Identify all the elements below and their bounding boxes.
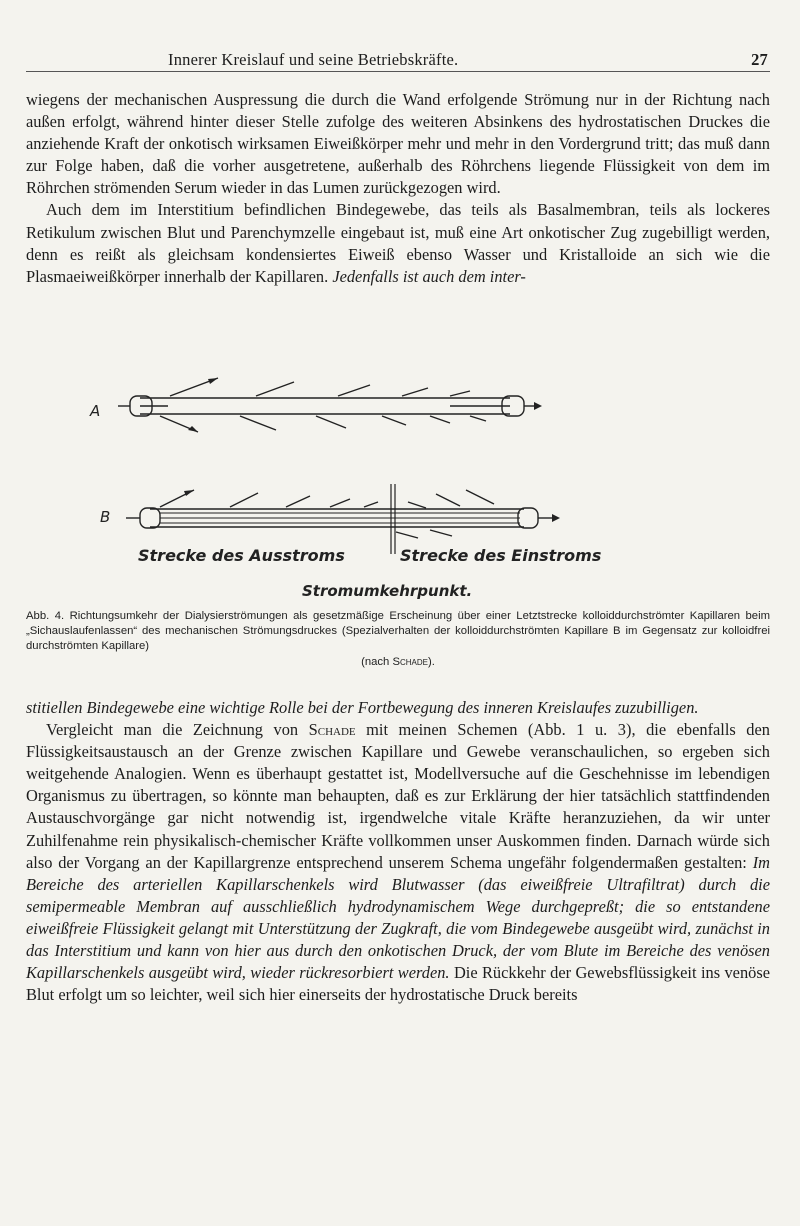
capillary-b-right-end	[518, 508, 538, 528]
arrow-a-out-2	[256, 382, 294, 396]
arrow-b-out-3	[286, 496, 310, 507]
caption-source-suffix: ).	[428, 655, 435, 668]
arrow-a-out-4	[402, 388, 428, 396]
label-outflow-section: Strecke des Ausstroms	[138, 546, 345, 565]
label-reversal-point: Stromumkehrpunkt.	[302, 582, 473, 600]
arrow-a-in-3	[316, 416, 346, 428]
top-text-block	[26, 89, 770, 288]
paragraph-3-end: Die Rückkehr der Gewebsflüssigkeit ins venöse Blut erfolgt um so leichter, weil sich hier einerseits der hydrostatische Druck bereits	[26, 963, 770, 1005]
running-title: Innerer Kreislauf und seine Betriebskräfte.	[168, 50, 459, 69]
arrowhead-b-out	[552, 514, 560, 522]
arrow-b-out-4	[330, 499, 350, 507]
capillary-b-left-end	[140, 508, 160, 528]
arrow-b-out-2	[230, 493, 258, 507]
paragraph-3	[26, 719, 770, 1006]
caption-source	[26, 655, 770, 670]
caption-text: Abb. 4. Richtungsumkehr der Dialysierströmungen als gesetzmäßige Erscheinung über einer Letztstrecke kolloiddurchströmter Kapillaren beim „Sichauslaufenlassen“ des mechanischen Strömungsdruckes (Spezialverhalten der kolloiddurchströmten Kapillare B im Gegensatz zur kolloidfrei durchströmten Kapillare)	[26, 610, 770, 653]
arrowhead-b-1	[184, 490, 194, 496]
arrow-b-in-3	[466, 490, 494, 504]
arrow-b-in-4	[396, 532, 418, 538]
arrow-a-in-5	[430, 416, 450, 423]
arrowhead-a-out	[534, 402, 542, 410]
capillary-diagram	[90, 372, 710, 572]
figure-4	[90, 372, 710, 600]
arrow-b-in-2	[436, 494, 460, 506]
arrow-a-in-6	[470, 416, 486, 421]
arrow-a-in-2	[240, 416, 276, 430]
caption-source-prefix: (nach	[361, 655, 390, 668]
paragraph-2	[26, 199, 770, 287]
caption-source-author: Schade	[392, 655, 429, 668]
paragraph-1: wiegens der mechanischen Auspressung die durch die Wand erfolgende Strömung nur in der Richtung nach außen erfolgt, während hinter dieser Stelle zufolge des weiteren Absinkens des hydrostatischen Druckes die anziehende Kraft der onkotisch wirksamen Eiweißkörper mehr und mehr in den Vordergrund tritt; das muß dann zur Folge haben, daß die vorher ausgetretene, außerhalb des Röhrchens liegende Flüssigkeit von dem im Röhrchen strömenden Serum wieder in das Lumen zurückgezogen wird.	[26, 90, 770, 198]
arrow-b-out-5	[364, 502, 378, 507]
arrowhead-a-in-1	[188, 426, 198, 432]
paragraph-3-part-2: mit meinen Schemen (Abb. 1 u. 3), die ebenfalls den Flüssigkeitsaustausch an der Grenze zwischen Kapillare und Gewebe veranschaulichen, so ergeben sich weitgehende Analogien. Wenn es überhaupt gestattet ist, Modellversuche auf die Geschehnisse im lebendigen Organismus zu übertragen, so könnte man behaupten, daß es zur Erklärung der hier tatsächlich stattfindenden Austauschvorgänge gar nicht notwendig ist, irgendwelche vitale Kräfte heranzuziehen, da wir unter Zuhilfenahme rein physikalisch-chemischer Kräfte vollkommen unser Auskommen finden. Darnach würde sich also der Vorgang an der Kapillargrenze entsprechend unserem Schema ungefähr folgendermaßen gestalten:	[26, 720, 770, 872]
arrow-a-in-4	[382, 416, 406, 425]
italic-continuation	[26, 697, 770, 719]
arrowhead-a-1	[208, 378, 218, 384]
paragraph-3-part-1: Vergleicht man die Zeichnung von	[46, 720, 299, 740]
paragraph-3-author: Schade	[308, 720, 356, 740]
paragraph-2-text: Auch dem im Interstitium befindlichen Bindegewebe, das teils als Basalmembran, teils als lockeres Retikulum zwischen Blut und Parenchymzelle eingebaut ist, muß eine Art onkotischer Zug zugebilligt werden, denn es reißt als gleichsam kondensiertes Eiweiß ebenso Wasser und Kristalloide an sich wie die Plasmaeiweißkörper innerhalb der Kapillaren.	[26, 200, 770, 286]
arrow-b-in-1	[408, 502, 426, 508]
paragraph-2-italic: Jedenfalls ist auch dem inter-	[332, 266, 526, 286]
label-capillary-b: B	[100, 508, 111, 526]
label-capillary-a: A	[90, 402, 101, 420]
italic-continuation-text: stitiellen Bindegewebe eine wichtige Rolle bei der Fortbewegung des inneren Kreislaufes zuzubilligen.	[26, 698, 699, 717]
page-number: 27	[751, 50, 768, 69]
label-inflow-section: Strecke des Einstroms	[400, 546, 602, 565]
arrow-b-in-5	[430, 530, 452, 536]
lower-text-block	[26, 697, 770, 1006]
figure-caption	[26, 609, 770, 670]
header-rule	[26, 71, 770, 72]
arrow-a-out-3	[338, 385, 370, 396]
paragraph-3-italic: Im Bereiche des arteriellen Kapillarschenkels wird Blutwasser (das eiweißfreie Ultrafiltrat) durch die semipermeable Membran auf ausschließlich hydrodynamischem Wege durchgepreßt; die so entstandene eiweißfreie Flüssigkeit gelangt mit Unterstützung der Zugkraft, die vom Bindegewebe ausgeübt wird, zunächst in das Interstitium und kann von hier aus durch den onkotischen Druck, der vom Blute im Bereiche des venösen Kapillarschenkels ausgeübt wird, wieder rückresorbiert werden.	[26, 852, 770, 983]
arrow-a-out-5	[450, 391, 470, 396]
